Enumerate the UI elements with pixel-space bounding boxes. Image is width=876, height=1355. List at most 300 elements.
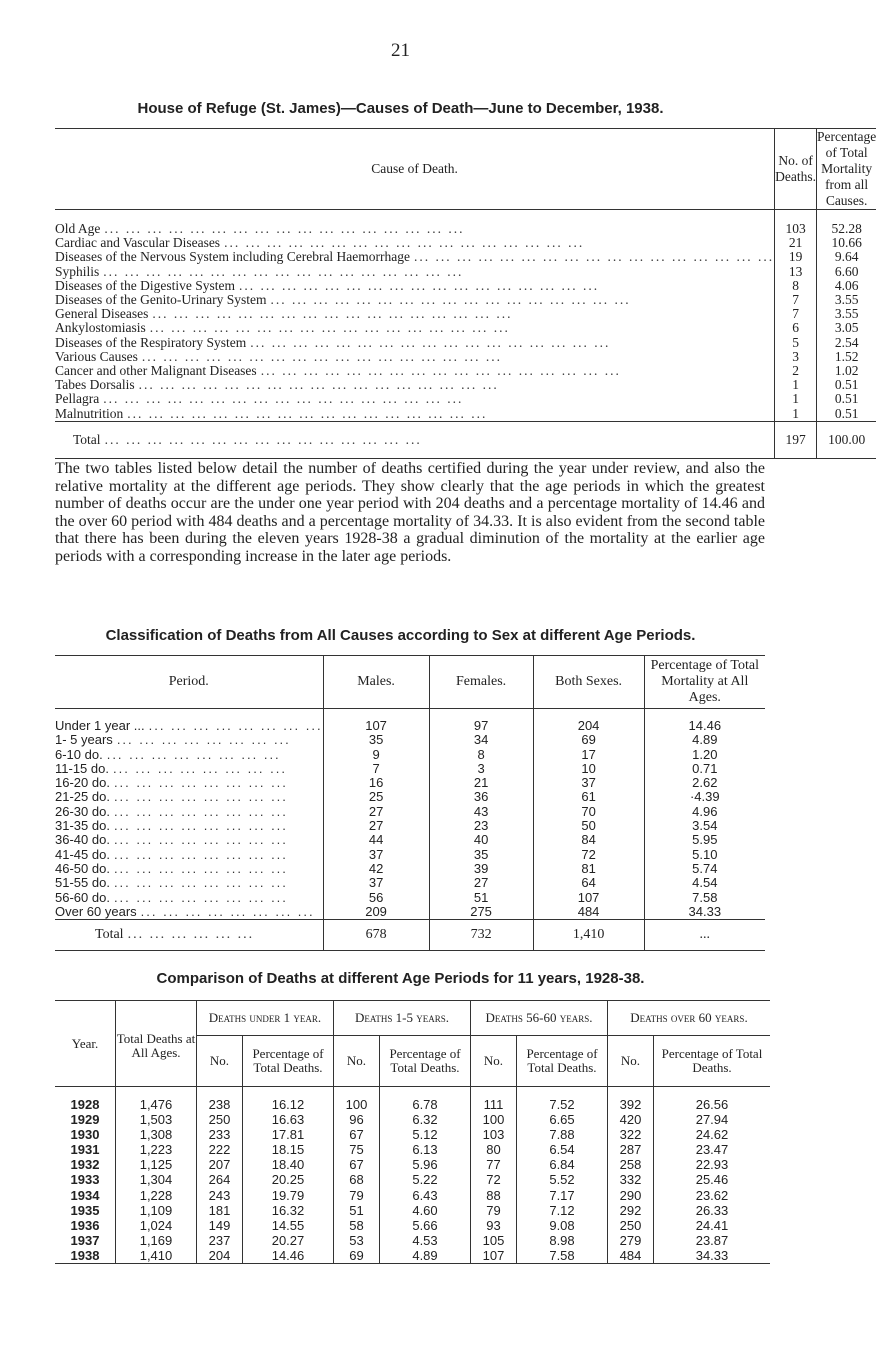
p1-cell: 16.32 (243, 1203, 334, 1218)
table-row (55, 1142, 770, 1157)
total-cell: 1,410 (116, 1248, 197, 1264)
both-cell: 81 (533, 862, 644, 876)
p4-cell: 23.47 (654, 1142, 771, 1157)
males-cell: 7 (323, 762, 429, 776)
cause-cell: Various Causes ... ... ... ... ... ... ... ... ... ... ... ... ... ... ... ... ... (55, 348, 502, 364)
table-row (55, 1112, 770, 1127)
period-label: Under 1 year ... (55, 718, 145, 733)
cause-label: Ankylostomiasis (55, 320, 146, 336)
p3-cell: 7.12 (517, 1203, 608, 1218)
n4-cell: 287 (608, 1142, 654, 1157)
n1-cell: 222 (197, 1142, 243, 1157)
period-label: 31-35 do. (55, 818, 110, 834)
period-cell: 6-10 do. ... ... ... ... ... ... ... ... (55, 746, 281, 762)
total-pct: 100.00 (817, 421, 876, 458)
n2-cell: 68 (334, 1172, 380, 1187)
males-cell: 27 (323, 819, 429, 833)
n4-cell: 292 (608, 1203, 654, 1218)
both-cell: 204 (533, 709, 644, 734)
n1-cell: 181 (197, 1203, 243, 1218)
cause-cell: Cardiac and Vascular Diseases ... ... ... ... ... ... ... ... ... ... ... ... ... ... ... ... ... (55, 235, 585, 251)
p1-cell: 20.25 (243, 1172, 334, 1187)
total-no: 197 (775, 421, 817, 458)
males-cell: 9 (323, 748, 429, 762)
total-cell: 1,024 (116, 1218, 197, 1233)
n4-cell: 258 (608, 1157, 654, 1172)
header-pct: Percentage of Total Deaths. (654, 1036, 771, 1087)
deaths-cell: 5 (775, 336, 817, 350)
period-label: 56-60 do. (55, 889, 110, 905)
table-row (55, 733, 765, 747)
table-row (55, 776, 765, 790)
period-cell: 11-15 do. ... ... ... ... ... ... ... ... (55, 760, 287, 776)
p1-cell: 20.27 (243, 1233, 334, 1248)
n3-cell: 88 (471, 1188, 517, 1203)
both-cell: 107 (533, 891, 644, 905)
cause-cell: Ankylostomiasis ... ... ... ... ... ... ... ... ... ... ... ... ... ... ... ... ... (55, 320, 510, 336)
n2-cell: 100 (334, 1087, 380, 1113)
males-cell: 44 (323, 833, 429, 847)
period-cell: Under 1 year ... ... ... ... ... ... ... ... ... (55, 718, 323, 733)
table-row (55, 790, 765, 804)
header-no: No. (197, 1036, 243, 1087)
n4-cell: 250 (608, 1218, 654, 1233)
p3-cell: 8.98 (517, 1233, 608, 1248)
males-cell: 25 (323, 790, 429, 804)
header-total-deaths: Total Deaths at All Ages. (116, 1001, 197, 1087)
percentage-cell: 3.05 (817, 321, 876, 335)
p3-cell: 9.08 (517, 1218, 608, 1233)
total-pct: ... (644, 920, 765, 951)
p4-cell: 24.41 (654, 1218, 771, 1233)
cause-label: Pellagra (55, 391, 100, 407)
total-cell: 1,169 (116, 1233, 197, 1248)
percentage-cell: 0.51 (817, 392, 876, 406)
pct-cell: 2.62 (644, 776, 765, 790)
deaths-cell: 8 (775, 279, 817, 293)
cause-label: Syphilis (55, 263, 100, 279)
females-cell: 97 (429, 709, 533, 734)
table-row (55, 1087, 770, 1113)
table-row (55, 762, 765, 776)
percentage-cell: 10.66 (817, 236, 876, 250)
n4-cell: 279 (608, 1233, 654, 1248)
n2-cell: 53 (334, 1233, 380, 1248)
n3-cell: 107 (471, 1248, 517, 1264)
deaths-cell: 2 (775, 364, 817, 378)
table-row (55, 336, 876, 350)
comparison-table (55, 1000, 770, 1264)
p2-cell: 5.12 (380, 1127, 471, 1142)
cause-label: General Diseases (55, 306, 149, 322)
n3-cell: 105 (471, 1233, 517, 1248)
year-cell: 1930 (70, 1127, 100, 1143)
p4-cell: 25.46 (654, 1172, 771, 1187)
percentage-cell: 9.64 (817, 250, 876, 264)
table-row (55, 321, 876, 335)
n3-cell: 72 (471, 1172, 517, 1187)
deaths-cell: 3 (775, 350, 817, 364)
header-both-sexes: Both Sexes. (533, 656, 644, 709)
deaths-cell: 1 (775, 407, 817, 422)
total-cell: 1,109 (116, 1203, 197, 1218)
n1-cell: 250 (197, 1112, 243, 1127)
n2-cell: 67 (334, 1127, 380, 1142)
table2-title: Classification of Deaths from All Causes according to Sex at different Age Periods. (105, 627, 696, 644)
total-cell: 1,223 (116, 1142, 197, 1157)
cause-cell: Diseases of the Digestive System ... ... ... ... ... ... ... ... ... ... ... ... ... ... ... ... ... (55, 277, 600, 293)
table3-title: Comparison of Deaths at different Age Periods for 11 years, 1928-38. (156, 970, 645, 987)
percentage-cell: 3.55 (817, 307, 876, 321)
n4-cell: 392 (608, 1087, 654, 1113)
females-cell: 3 (429, 762, 533, 776)
total-females: 732 (429, 920, 533, 951)
both-cell: 50 (533, 819, 644, 833)
period-cell: 51-55 do. ... ... ... ... ... ... ... ... (55, 875, 288, 891)
deaths-cell: 1 (775, 392, 817, 406)
cause-label: Diseases of the Respiratory System (55, 334, 247, 350)
total-label: Total (95, 927, 124, 942)
total-row: Total ... ... ... ... ... ... 678 732 1,410 ... (55, 920, 765, 951)
males-cell: 56 (323, 891, 429, 905)
table-row (55, 279, 876, 293)
table-row (55, 876, 765, 890)
cause-cell: Tabes Dorsalis ... ... ... ... ... ... ... ... ... ... ... ... ... ... ... ... ... (55, 377, 499, 393)
p4-cell: 23.62 (654, 1188, 771, 1203)
year-cell: 1938 (55, 1248, 116, 1264)
p1-cell: 14.55 (243, 1218, 334, 1233)
year-cell: 1936 (70, 1217, 100, 1233)
header-group-under-1: Deaths under 1 year. (197, 1001, 334, 1036)
males-cell: 16 (323, 776, 429, 790)
n1-cell: 207 (197, 1157, 243, 1172)
pct-cell: 5.10 (644, 848, 765, 862)
table-row (55, 392, 876, 406)
header-pct: Percentage of Total Deaths. (243, 1036, 334, 1087)
header-pct: Percentage of Total Deaths. (517, 1036, 608, 1087)
both-cell: 37 (533, 776, 644, 790)
p3-cell: 6.84 (517, 1157, 608, 1172)
year-cell: 1937 (70, 1232, 100, 1248)
header-no: No. (608, 1036, 654, 1087)
females-cell: 21 (429, 776, 533, 790)
header-cause: Cause of Death. (55, 129, 775, 210)
both-cell: 484 (533, 905, 644, 920)
pct-cell: 34.33 (644, 905, 765, 920)
n1-cell: 233 (197, 1127, 243, 1142)
pct-cell: 4.89 (644, 733, 765, 747)
both-cell: 17 (533, 748, 644, 762)
females-cell: 43 (429, 805, 533, 819)
period-cell: 46-50 do. ... ... ... ... ... ... ... ... (55, 860, 288, 876)
deaths-cell: 19 (775, 250, 817, 264)
cause-cell: Diseases of the Respiratory System ... ... ... ... ... ... ... ... ... ... ... ... ... ... ... ... ... (55, 334, 611, 350)
males-cell: 27 (323, 805, 429, 819)
males-cell: 37 (323, 848, 429, 862)
cause-cell: Cancer and other Malignant Diseases ... ... ... ... ... ... ... ... ... ... ... ... ... ... ... ... ... (55, 363, 621, 379)
pct-cell: 7.58 (644, 891, 765, 905)
cause-label: Various Causes (55, 348, 138, 364)
p3-cell: 5.52 (517, 1172, 608, 1187)
period-cell: 1- 5 years ... ... ... ... ... ... ... ... (55, 732, 291, 748)
n3-cell: 100 (471, 1112, 517, 1127)
table-row (55, 805, 765, 819)
period-cell: Over 60 years ... ... ... ... ... ... ... ... (55, 903, 315, 919)
table-row (55, 293, 876, 307)
cause-cell: Old Age ... ... ... ... ... ... ... ... ... ... ... ... ... ... ... ... ... (55, 221, 465, 236)
table-row (55, 709, 765, 734)
p2-cell: 5.96 (380, 1157, 471, 1172)
table-row (55, 236, 876, 250)
females-cell: 34 (429, 733, 533, 747)
cause-label: Diseases of the Digestive System (55, 277, 235, 293)
p2-cell: 4.53 (380, 1233, 471, 1248)
period-label: 41-45 do. (55, 846, 110, 862)
percentage-cell: 6.60 (817, 265, 876, 279)
year-cell: 1935 (70, 1202, 100, 1218)
n3-cell: 80 (471, 1142, 517, 1157)
table-row (55, 1248, 770, 1264)
pct-cell: 4.96 (644, 805, 765, 819)
p3-cell: 7.52 (517, 1087, 608, 1113)
p1-cell: 16.63 (243, 1112, 334, 1127)
n4-cell: 290 (608, 1188, 654, 1203)
header-group-over-60: Deaths over 60 years. (608, 1001, 771, 1036)
n2-cell: 58 (334, 1218, 380, 1233)
p2-cell: 4.60 (380, 1203, 471, 1218)
header-percentage: Percentage of Total Mortality at All Ages. (644, 656, 765, 709)
p1-cell: 19.79 (243, 1188, 334, 1203)
percentage-cell: 4.06 (817, 279, 876, 293)
females-cell: 51 (429, 891, 533, 905)
pct-cell: 5.95 (644, 833, 765, 847)
percentage-cell: 0.51 (817, 378, 876, 392)
females-cell: 35 (429, 848, 533, 862)
both-cell: 61 (533, 790, 644, 804)
table-row (55, 350, 876, 364)
total-cell: 1,503 (116, 1112, 197, 1127)
cause-label: Cancer and other Malignant Diseases (55, 363, 257, 379)
n1-cell: 204 (197, 1248, 243, 1264)
period-cell: 36-40 do. ... ... ... ... ... ... ... ... (55, 832, 288, 848)
p2-cell: 6.43 (380, 1188, 471, 1203)
period-label: 26-30 do. (55, 803, 110, 819)
table-row (55, 364, 876, 378)
year-cell: 1934 (70, 1187, 100, 1203)
cause-cell: Syphilis ... ... ... ... ... ... ... ... ... ... ... ... ... ... ... ... ... (55, 263, 464, 279)
p3-cell: 7.17 (517, 1188, 608, 1203)
both-cell: 72 (533, 848, 644, 862)
cause-label: Cardiac and Vascular Diseases (55, 235, 221, 251)
p1-cell: 18.40 (243, 1157, 334, 1172)
period-label: 1- 5 years (55, 732, 113, 748)
year-cell: 1932 (70, 1157, 100, 1173)
n3-cell: 111 (471, 1087, 517, 1113)
table-row (55, 1157, 770, 1172)
page-number: 21 (391, 40, 410, 61)
deaths-cell: 103 (775, 210, 817, 237)
year-cell: 1929 (70, 1112, 100, 1128)
cause-label: Malnutrition (55, 405, 124, 421)
n1-cell: 243 (197, 1188, 243, 1203)
table-row (55, 1188, 770, 1203)
p1-cell: 16.12 (243, 1087, 334, 1113)
causes-of-death-table (55, 128, 876, 459)
p2-cell: 5.22 (380, 1172, 471, 1187)
females-cell: 36 (429, 790, 533, 804)
period-cell: 41-45 do. ... ... ... ... ... ... ... ... (55, 846, 288, 862)
pct-cell: 0.71 (644, 762, 765, 776)
n3-cell: 93 (471, 1218, 517, 1233)
total-label: Total (73, 431, 101, 447)
table-row (55, 1127, 770, 1142)
deaths-cell: 6 (775, 321, 817, 335)
cause-cell: Diseases of the Nervous System including Cerebral Haemorrhage ... ... ... ... ... ... ... ... ... ... ... ... ... ... ... ... ... (55, 249, 775, 265)
males-cell: 42 (323, 862, 429, 876)
females-cell: 27 (429, 876, 533, 890)
cause-cell: General Diseases ... ... ... ... ... ... ... ... ... ... ... ... ... ... ... ... ... (55, 306, 513, 322)
total-cell: 1,308 (116, 1127, 197, 1142)
table-row (55, 862, 765, 876)
header-pct: Percentage of Total Deaths. (380, 1036, 471, 1087)
period-cell: 26-30 do. ... ... ... ... ... ... ... ... (55, 803, 288, 819)
table-row (55, 1218, 770, 1233)
males-cell: 37 (323, 876, 429, 890)
deaths-cell: 7 (775, 293, 817, 307)
table-row (55, 1233, 770, 1248)
period-label: 21-25 do. (55, 789, 110, 805)
p4-cell: 26.56 (654, 1087, 771, 1113)
total-cell: 1,304 (116, 1172, 197, 1187)
females-cell: 8 (429, 748, 533, 762)
both-cell: 84 (533, 833, 644, 847)
p2-cell: 6.32 (380, 1112, 471, 1127)
p1-cell: 18.15 (243, 1142, 334, 1157)
table-row (55, 1203, 770, 1218)
both-cell: 64 (533, 876, 644, 890)
period-label: 36-40 do. (55, 832, 110, 848)
period-label: 51-55 do. (55, 875, 110, 891)
header-males: Males. (323, 656, 429, 709)
males-cell: 35 (323, 733, 429, 747)
sex-age-table (55, 655, 765, 951)
p3-cell: 6.54 (517, 1142, 608, 1157)
pct-cell: 3.54 (644, 819, 765, 833)
header-year: Year. (55, 1001, 116, 1087)
pct-cell: 4.54 (644, 876, 765, 890)
header-period: Period. (55, 656, 323, 709)
p2-cell: 6.78 (380, 1087, 471, 1113)
table-row (55, 819, 765, 833)
total-cell: 1,228 (116, 1188, 197, 1203)
pct-cell: ·4.39 (644, 790, 765, 804)
period-label: 46-50 do. (55, 860, 110, 876)
pct-cell: 14.46 (644, 709, 765, 734)
table-row (55, 250, 876, 264)
period-label: Over 60 years (55, 903, 137, 919)
n1-cell: 237 (197, 1233, 243, 1248)
header-no-of-deaths: No. of Deaths. (775, 129, 817, 210)
table-row (55, 307, 876, 321)
year-cell: 1933 (70, 1172, 100, 1188)
period-label: 6-10 do. (55, 746, 103, 762)
cause-label: Diseases of the Genito-Urinary System (55, 292, 267, 308)
pct-cell: 1.20 (644, 748, 765, 762)
header-percentage: Percentage of Total Mortality from all Causes. (817, 129, 876, 208)
p3-cell: 7.88 (517, 1127, 608, 1142)
n4-cell: 420 (608, 1112, 654, 1127)
total-row: Total ... ... ... ... ... ... ... ... ... ... ... ... ... ... ... 197 100.00 (55, 421, 876, 458)
table1-title: House of Refuge (St. James)—Causes of Death—June to December, 1938. (137, 100, 664, 117)
females-cell: 40 (429, 833, 533, 847)
p4-cell: 26.33 (654, 1203, 771, 1218)
header-group-1-5: Deaths 1-5 years. (334, 1001, 471, 1036)
p3-cell: 6.65 (517, 1112, 608, 1127)
n4-cell: 322 (608, 1127, 654, 1142)
percentage-cell: 0.51 (817, 407, 876, 422)
table-row (55, 265, 876, 279)
p4-cell: 23.87 (654, 1233, 771, 1248)
deaths-cell: 13 (775, 265, 817, 279)
n3-cell: 103 (471, 1127, 517, 1142)
total-males: 678 (323, 920, 429, 951)
deaths-cell: 1 (775, 378, 817, 392)
table-row (55, 210, 876, 237)
n2-cell: 51 (334, 1203, 380, 1218)
both-cell: 10 (533, 762, 644, 776)
n2-cell: 69 (334, 1248, 380, 1264)
deaths-cell: 21 (775, 236, 817, 250)
n3-cell: 79 (471, 1203, 517, 1218)
p2-cell: 4.89 (380, 1248, 471, 1264)
percentage-cell: 2.54 (817, 336, 876, 350)
year-cell: 1931 (70, 1142, 100, 1158)
p3-cell: 7.58 (517, 1248, 608, 1264)
year-cell: 1928 (70, 1097, 100, 1112)
n1-cell: 264 (197, 1172, 243, 1187)
table-row (55, 378, 876, 392)
females-cell: 23 (429, 819, 533, 833)
period-cell: 31-35 do. ... ... ... ... ... ... ... ... (55, 818, 288, 834)
n1-cell: 238 (197, 1087, 243, 1113)
total-cell: 1,476 (116, 1087, 197, 1113)
period-cell: 56-60 do. ... ... ... ... ... ... ... ... (55, 889, 288, 905)
header-no: No. (471, 1036, 517, 1087)
cause-label: Diseases of the Nervous System including Cerebral Haemorrhage (55, 249, 411, 265)
header-females: Females. (429, 656, 533, 709)
cause-label: Tabes Dorsalis (55, 377, 135, 393)
body-paragraph: The two tables listed below detail the number of deaths certified during the year under review, and also the relative mortality at the different age periods. They show clearly that the age periods in which the greatest number of deaths occur are the under one year period with 204 deaths and a percentage mortality of 14.46 and the over 60 period with 484 deaths and a percentage mortality of 34.33. It is also evident from the second table that there has been during the eleven years 1928-38 a gradual diminution of the mortality at the earlier age periods with a corresponding increase in the later age periods. (55, 460, 765, 565)
table-row (55, 833, 765, 847)
cause-cell: Malnutrition ... ... ... ... ... ... ... ... ... ... ... ... ... ... ... ... ... (55, 405, 488, 421)
p4-cell: 24.62 (654, 1127, 771, 1142)
males-cell: 209 (323, 905, 429, 920)
cause-cell: Diseases of the Genito-Urinary System ... ... ... ... ... ... ... ... ... ... ... ... ... ... ... ... ... (55, 292, 631, 308)
n2-cell: 79 (334, 1188, 380, 1203)
period-label: 16-20 do. (55, 775, 110, 791)
period-cell: 21-25 do. ... ... ... ... ... ... ... ... (55, 789, 288, 805)
males-cell: 107 (323, 709, 429, 734)
period-cell: 16-20 do. ... ... ... ... ... ... ... ... (55, 775, 288, 791)
females-cell: 39 (429, 862, 533, 876)
n4-cell: 484 (608, 1248, 654, 1264)
n2-cell: 96 (334, 1112, 380, 1127)
females-cell: 275 (429, 905, 533, 920)
table-row (55, 891, 765, 905)
percentage-cell: 3.55 (817, 293, 876, 307)
table-row (55, 1172, 770, 1187)
cause-label: Old Age (55, 221, 101, 236)
